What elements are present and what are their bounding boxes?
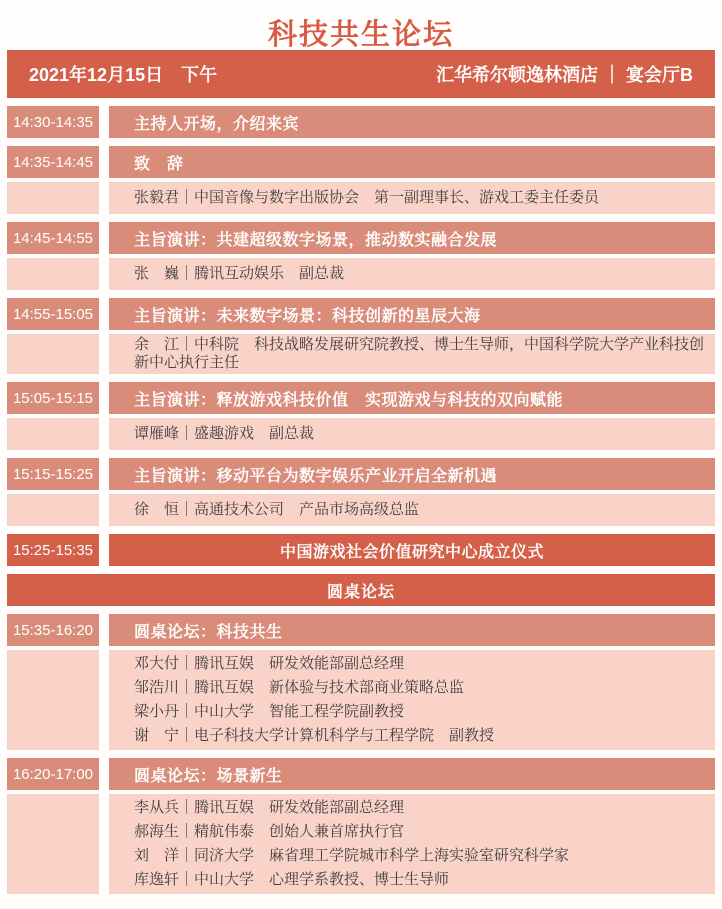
speaker-line: 李从兵｜腾讯互娱 研发效能部副总经理: [134, 799, 405, 816]
speaker-line: 徐 恒｜高通技术公司 产品市场高级总监: [134, 501, 420, 518]
time-cell: 16:20-17:00: [7, 758, 99, 790]
event-title-cell: 中国游戏社会价值研究中心成立仪式: [109, 534, 715, 566]
speaker-detail-row: [7, 794, 715, 894]
time-cell-empty: [7, 650, 99, 750]
schedule-block: [7, 106, 715, 138]
time-cell: 15:15-15:25: [7, 458, 99, 490]
speaker-detail-row: [7, 182, 715, 214]
event-header-row: [7, 614, 715, 646]
speaker-line: 张 巍｜腾讯互动娱乐 副总裁: [134, 265, 345, 282]
speaker-line: 张毅君｜中国音像与数字出版协会 第一副理事长、游戏工委主任委员: [134, 189, 600, 206]
schedule-block: [7, 222, 715, 290]
time-cell: 15:25-15:35: [7, 534, 99, 566]
speaker-line: 谢 宁｜电子科技大学计算机科学与工程学院 副教授: [134, 727, 495, 744]
schedule: [7, 106, 715, 894]
event-title-cell: 主持人开场，介绍来宾: [109, 106, 715, 138]
time-cell-empty: [7, 494, 99, 526]
speaker-detail-row: [7, 650, 715, 750]
event-header-row: [7, 458, 715, 490]
schedule-block: [7, 758, 715, 894]
event-title-cell: 主旨演讲：释放游戏科技价值 实现游戏与科技的双向赋能: [109, 382, 715, 414]
time-cell-empty: [7, 334, 99, 374]
schedule-block: [7, 298, 715, 374]
speaker-list: [109, 182, 715, 214]
page-title: 科技共生论坛: [267, 19, 454, 51]
event-header-row: [7, 298, 715, 330]
event-header-row: [7, 534, 715, 566]
event-header-row: [7, 758, 715, 790]
time-cell: 14:45-14:55: [7, 222, 99, 254]
time-cell-empty: [7, 794, 99, 894]
time-cell-empty: [7, 182, 99, 214]
event-header-row: [7, 382, 715, 414]
speaker-list: [109, 494, 715, 526]
speaker-line: 邓大付｜腾讯互娱 研发效能部副总经理: [134, 655, 405, 672]
speaker-line: 梁小丹｜中山大学 智能工程学院副教授: [134, 703, 405, 720]
event-title-cell: 圆桌论坛：科技共生: [109, 614, 715, 646]
speaker-detail-row: [7, 258, 715, 290]
event-title-cell: 圆桌论坛：场景新生: [109, 758, 715, 790]
speaker-list: [109, 794, 715, 894]
event-header-row: [7, 222, 715, 254]
speaker-line: 刘 洋｜同济大学 麻省理工学院城市科学上海实验室研究科学家: [134, 847, 570, 864]
section-bar: 圆桌论坛: [7, 574, 715, 606]
speaker-line: 余 江｜中科院 科技战略发展研究院教授、博士生导师，中国科学院大学产业科技创新中心执行主任: [134, 336, 705, 371]
speaker-line: 库逸轩｜中山大学 心理学系教授、博士生导师: [134, 871, 450, 888]
event-title-cell: 主旨演讲：共建超级数字场景，推动数实融合发展: [109, 222, 715, 254]
speaker-line: 郝海生｜精航伟泰 创始人兼首席执行官: [134, 823, 405, 840]
speaker-list: [109, 418, 715, 450]
schedule-block: [7, 146, 715, 214]
schedule-block: [7, 614, 715, 750]
event-header-row: [7, 146, 715, 178]
speaker-line: 邹浩川｜腾讯互娱 新体验与技术部商业策略总监: [134, 679, 465, 696]
speaker-list: [109, 258, 715, 290]
time-cell: 14:30-14:35: [7, 106, 99, 138]
event-header-row: [7, 106, 715, 138]
speaker-list: [109, 650, 715, 750]
speaker-list: [109, 334, 715, 374]
speaker-detail-row: [7, 418, 715, 450]
speaker-line: 谭雁峰｜盛趣游戏 副总裁: [134, 425, 315, 442]
event-title-cell: 主旨演讲：未来数字场景：科技创新的星辰大海: [109, 298, 715, 330]
header-date: 2021年12月15日 下午: [29, 65, 218, 85]
header-bar: [7, 50, 715, 98]
time-cell: 14:55-15:05: [7, 298, 99, 330]
time-cell-empty: [7, 418, 99, 450]
speaker-detail-row: [7, 334, 715, 374]
time-cell: 15:05-15:15: [7, 382, 99, 414]
event-title-cell: 致 辞: [109, 146, 715, 178]
time-cell-empty: [7, 258, 99, 290]
time-cell: 15:35-16:20: [7, 614, 99, 646]
speaker-detail-row: [7, 494, 715, 526]
time-cell: 14:35-14:45: [7, 146, 99, 178]
header-venue: 汇华希尔顿逸林酒店 ｜ 宴会厅B: [436, 65, 693, 85]
schedule-block: [7, 534, 715, 566]
schedule-block: [7, 382, 715, 450]
schedule-block: [7, 458, 715, 526]
event-title-cell: 主旨演讲：移动平台为数字娱乐产业开启全新机遇: [109, 458, 715, 490]
